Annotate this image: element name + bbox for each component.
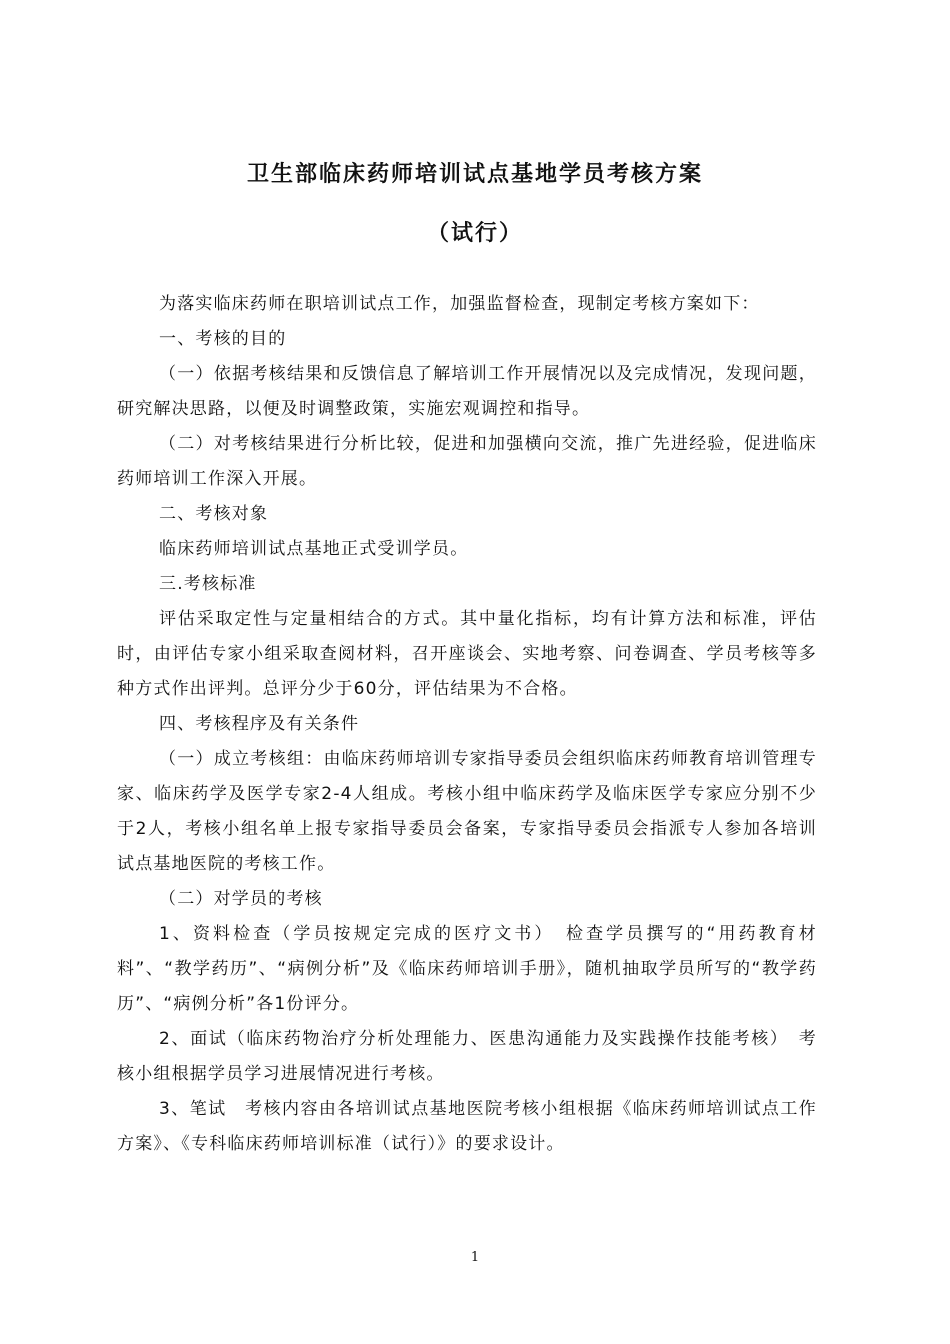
section-heading-standard: 三.考核标准 xyxy=(159,574,257,594)
page-number: 1 xyxy=(470,1250,480,1265)
section-heading-purpose: 一、考核的目的 xyxy=(159,329,287,349)
paragraph-purpose-2: （二）对考核结果进行分析比较，促进和加强横向交流，推广先进经验，促进临床药师培训工作深入开展。 xyxy=(117,434,817,489)
paragraph-item-1: 1、资料检查（学员按规定完成的医疗文书） 检查学员撰写的“用药教育材料”、“教学药历”、“病例分析”及《临床药师培训手册》，随机抽取学员所写的“教学药历”、“病例分析”各1份评分。 xyxy=(117,924,817,1014)
paragraph-procedure-2: （二）对学员的考核 xyxy=(159,889,323,909)
paragraph-procedure-1: （一）成立考核组：由临床药师培训专家指导委员会组织临床药师教育培训管理专家、临床药学及医学专家2-4人组成。考核小组中临床药学及临床医学专家应分别不少于2人，考核小组名单上报专家指导委员会备案，专家指导委员会指派专人参加各培训试点基地医院的考核工作。 xyxy=(117,749,817,874)
paragraph-item-2: 2、面试（临床药物治疗分析处理能力、医患沟通能力及实践操作技能考核） 考核小组根据学员学习进展情况进行考核。 xyxy=(117,1029,817,1084)
paragraph-target: 临床药师培训试点基地正式受训学员。 xyxy=(159,539,469,559)
section-heading-target: 二、考核对象 xyxy=(159,504,269,524)
document-subtitle: （试行） xyxy=(426,221,523,246)
paragraph-purpose-1: （一）依据考核结果和反馈信息了解培训工作开展情况以及完成情况，发现问题，研究解决思路，以便及时调整政策，实施宏观调控和指导。 xyxy=(117,364,817,419)
document-title: 卫生部临床药师培训试点基地学员考核方案 xyxy=(246,162,703,187)
section-heading-procedure: 四、考核程序及有关条件 xyxy=(159,714,360,734)
paragraph-intro: 为落实临床药师在职培训试点工作，加强监督检查，现制定考核方案如下： xyxy=(159,294,760,314)
paragraph-standard: 评估采取定性与定量相结合的方式。其中量化指标，均有计算方法和标准，评估时，由评估专家小组采取查阅材料，召开座谈会、实地考察、问卷调查、学员考核等多种方式作出评判。总评分少于60分，评估结果为不合格。 xyxy=(117,609,817,699)
paragraph-item-3: 3、笔试 考核内容由各培训试点基地医院考核小组根据《临床药师培训试点工作方案》、《专科临床药师培训标准（试行）》的要求设计。 xyxy=(117,1099,817,1154)
document-body xyxy=(117,287,817,1162)
